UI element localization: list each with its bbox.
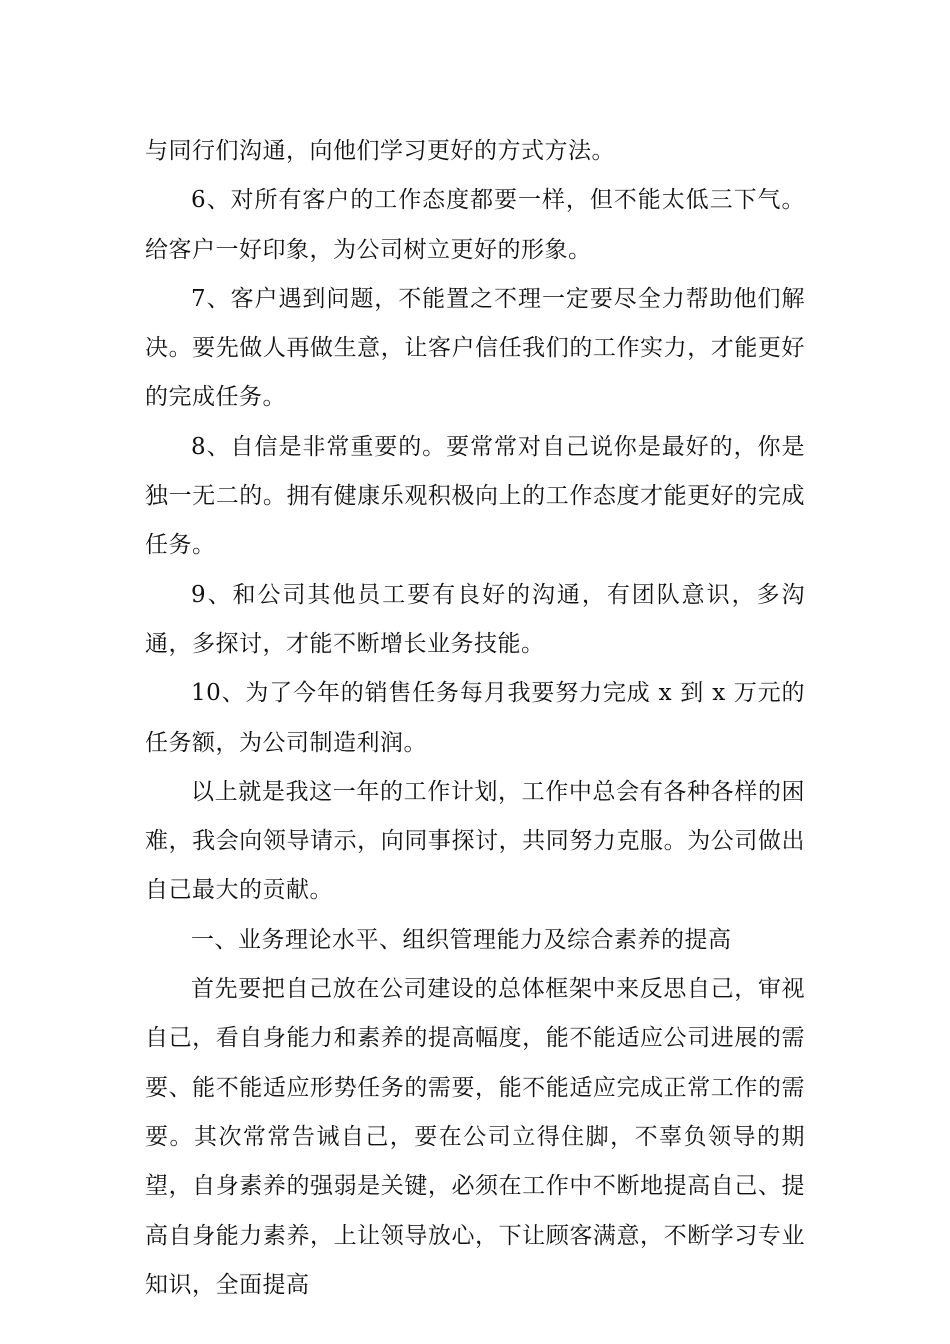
paragraph-item-8: 8、自信是非常重要的。要常常对自己说你是最好的，你是独一无二的。拥有健康乐观积极向上的工作态度才能更好的完成任务。	[145, 433, 805, 559]
paragraph-section-body: 首先要把自己放在公司建设的总体框架中来反思自己，审视自己，看自身能力和素养的提高幅度，能不能适应公司进展的需要、能不能适应形势任务的需要，能不能适应完成正常工作的需要。其次常常告诫自己，要在公司立得住脚，不辜负领导的期望，自身素养的强弱是关键，必须在工作中不断地提高自己、提高自身能力素养，上让领导放心，下让顾客满意，不断学习专业知识，全面提高	[145, 976, 805, 1298]
paragraph-summary: 以上就是我这一年的工作计划，工作中总会有各种各样的困难，我会向领导请示，向同事探讨，共同努力克服。为公司做出自己最大的贡献。	[145, 778, 805, 904]
paragraph-item-9: 9、和公司其他员工要有良好的沟通，有团队意识，多沟通，多探讨，才能不断增长业务技能。	[145, 581, 805, 657]
paragraph-item-7: 7、客户遇到问题，不能置之不理一定要尽全力帮助他们解决。要先做人再做生意，让客户信任我们的工作实力，才能更好的完成任务。	[145, 285, 805, 411]
section-heading: 一、业务理论水平、组织管理能力及综合素养的提高	[191, 926, 732, 953]
paragraph-item-10: 10、为了今年的销售任务每月我要努力完成 x 到 x 万元的任务额，为公司制造利润。	[145, 680, 806, 756]
document-body	[145, 127, 805, 1310]
paragraph-continuation: 与同行们沟通，向他们学习更好的方式方法。	[145, 138, 615, 164]
paragraph-item-6: 6、对所有客户的工作态度都要一样，但不能太低三下气。给客户一好印象，为公司树立更好的形象。	[145, 187, 805, 263]
